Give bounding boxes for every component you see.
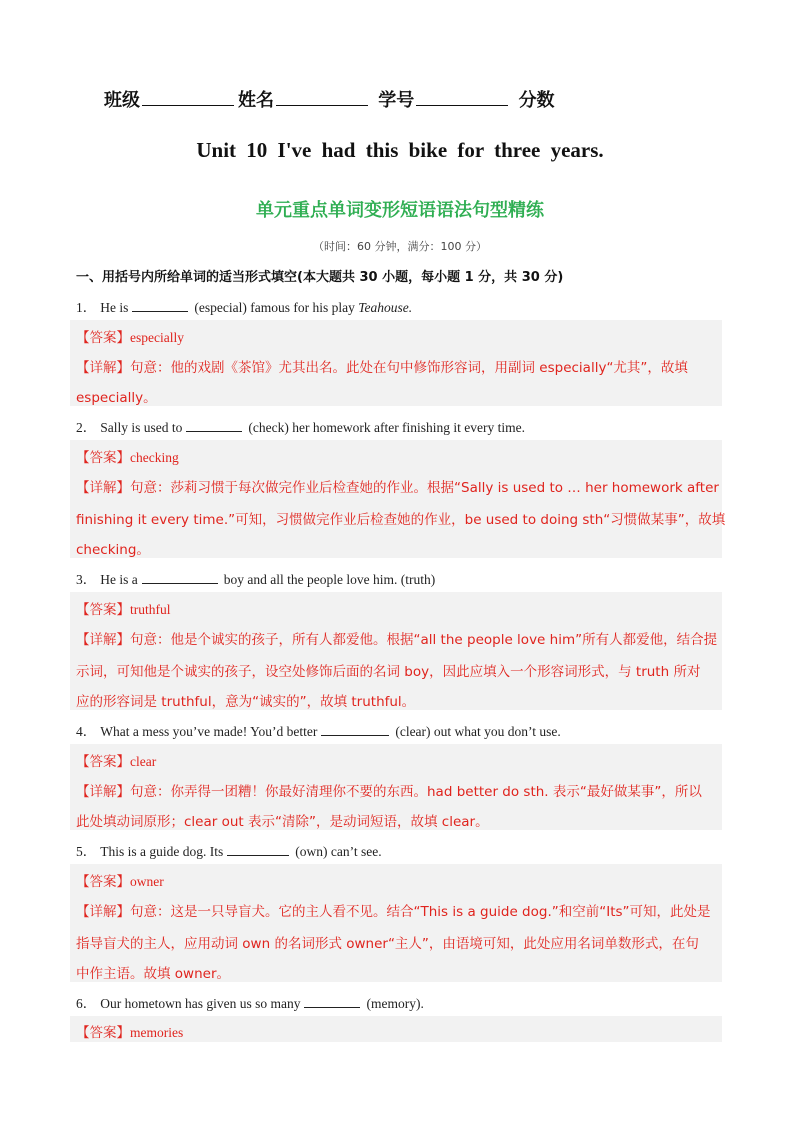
explain-line: 【详解】句意：他的戏剧《茶馆》尤其出名。此处在句中修饰形容词，用副词 especially“尤其”，故填: [76, 360, 688, 376]
explain-line: 中作主语。故填 owner。: [76, 966, 231, 982]
worksheet-subtitle: 单元重点单词变形短语语法句型精练: [256, 200, 544, 221]
answer-blank[interactable]: [304, 994, 360, 1008]
answer-box-5: [70, 864, 722, 982]
answer-box-3: [70, 592, 722, 710]
unit-title: Unit 10 I've had this bike for three years.: [196, 138, 604, 162]
explain-line: 此处填动词原形；clear out 表示“清除”，是动词短语，故填 clear。: [76, 814, 489, 830]
class-label: 班级: [104, 90, 140, 111]
explain-line: finishing it every time.”可知，习惯做完作业后检查她的作业，be used to doing sth“习惯做某事”，故填: [76, 512, 726, 528]
question-4: 4． What a mess you’ve made! You’d better (clear) out what you don’t use.: [76, 724, 561, 739]
time-info: （时间：60 分钟，满分：100 分）: [313, 240, 487, 253]
id-blank[interactable]: [416, 89, 508, 106]
answer-box-6: [70, 1016, 722, 1042]
answer-line: 【答案】clear: [76, 754, 157, 770]
explain-line: 【详解】句意：这是一只导盲犬。它的主人看不见。结合“This is a guide dog.”和空前“Its”可知，此处是: [76, 904, 711, 920]
student-info-line: [104, 86, 555, 112]
explain-line: 【详解】句意：他是个诚实的孩子，所有人都爱他。根据“all the people love him”所有人都爱他，结合提: [76, 632, 718, 648]
explain-line: 【详解】句意：你弄得一团糟！你最好清理你不要的东西。had better do sth. 表示“最好做某事”，所以: [76, 784, 702, 800]
answer-box-2: [70, 440, 726, 558]
question-1: 1． He is (especial) famous for his play Teahouse.: [76, 300, 413, 315]
question-5: 5． This is a guide dog. Its (own) can’t see.: [76, 844, 382, 859]
explain-line: 应的形容词是 truthful，意为“诚实的”，故填 truthful。: [76, 694, 416, 710]
answer-blank[interactable]: [132, 298, 188, 312]
answer-line: 【答案】memories: [76, 1025, 184, 1041]
explain-line: 示词，可知他是个诚实的孩子，设空处修饰后面的名词 boy，因此应填入一个形容词形式，与 truth 所对: [76, 664, 701, 680]
answer-line: 【答案】truthful: [76, 602, 171, 618]
question-3: 3． He is a boy and all the people love him. (truth): [76, 572, 436, 587]
answer-blank[interactable]: [321, 722, 389, 736]
explain-line: 指导盲犬的主人，应用动词 own 的名词形式 owner“主人”，由语境可知，此处应用名词单数形式，在句: [76, 936, 699, 952]
name-label: 姓名: [238, 90, 274, 111]
answer-line: 【答案】especially: [76, 330, 184, 346]
answer-line: 【答案】owner: [76, 874, 164, 890]
answer-line: 【答案】checking: [76, 450, 179, 466]
answer-box-4: [70, 744, 722, 830]
question-6: 6． Our hometown has given us so many (memory).: [76, 996, 424, 1011]
class-blank[interactable]: [142, 89, 234, 106]
answer-blank[interactable]: [227, 842, 289, 856]
answer-box-1: [70, 320, 722, 406]
id-label: 学号: [378, 90, 415, 111]
explain-line: especially。: [76, 390, 157, 406]
explain-line: checking。: [76, 542, 150, 558]
answer-blank[interactable]: [186, 418, 242, 432]
answer-blank[interactable]: [142, 570, 218, 584]
explain-line: 【详解】句意：莎莉习惯于每次做完作业后检查她的作业。根据“Sally is used to … her homework after: [76, 480, 719, 496]
question-2: 2． Sally is used to (check) her homework after finishing it every time.: [76, 420, 526, 435]
score-label: 分数: [518, 90, 555, 111]
section-title: 一、用括号内所给单词的适当形式填空(本大题共 30 小题，每小题 1 分，共 30 分): [76, 270, 564, 285]
name-blank[interactable]: [276, 89, 368, 106]
